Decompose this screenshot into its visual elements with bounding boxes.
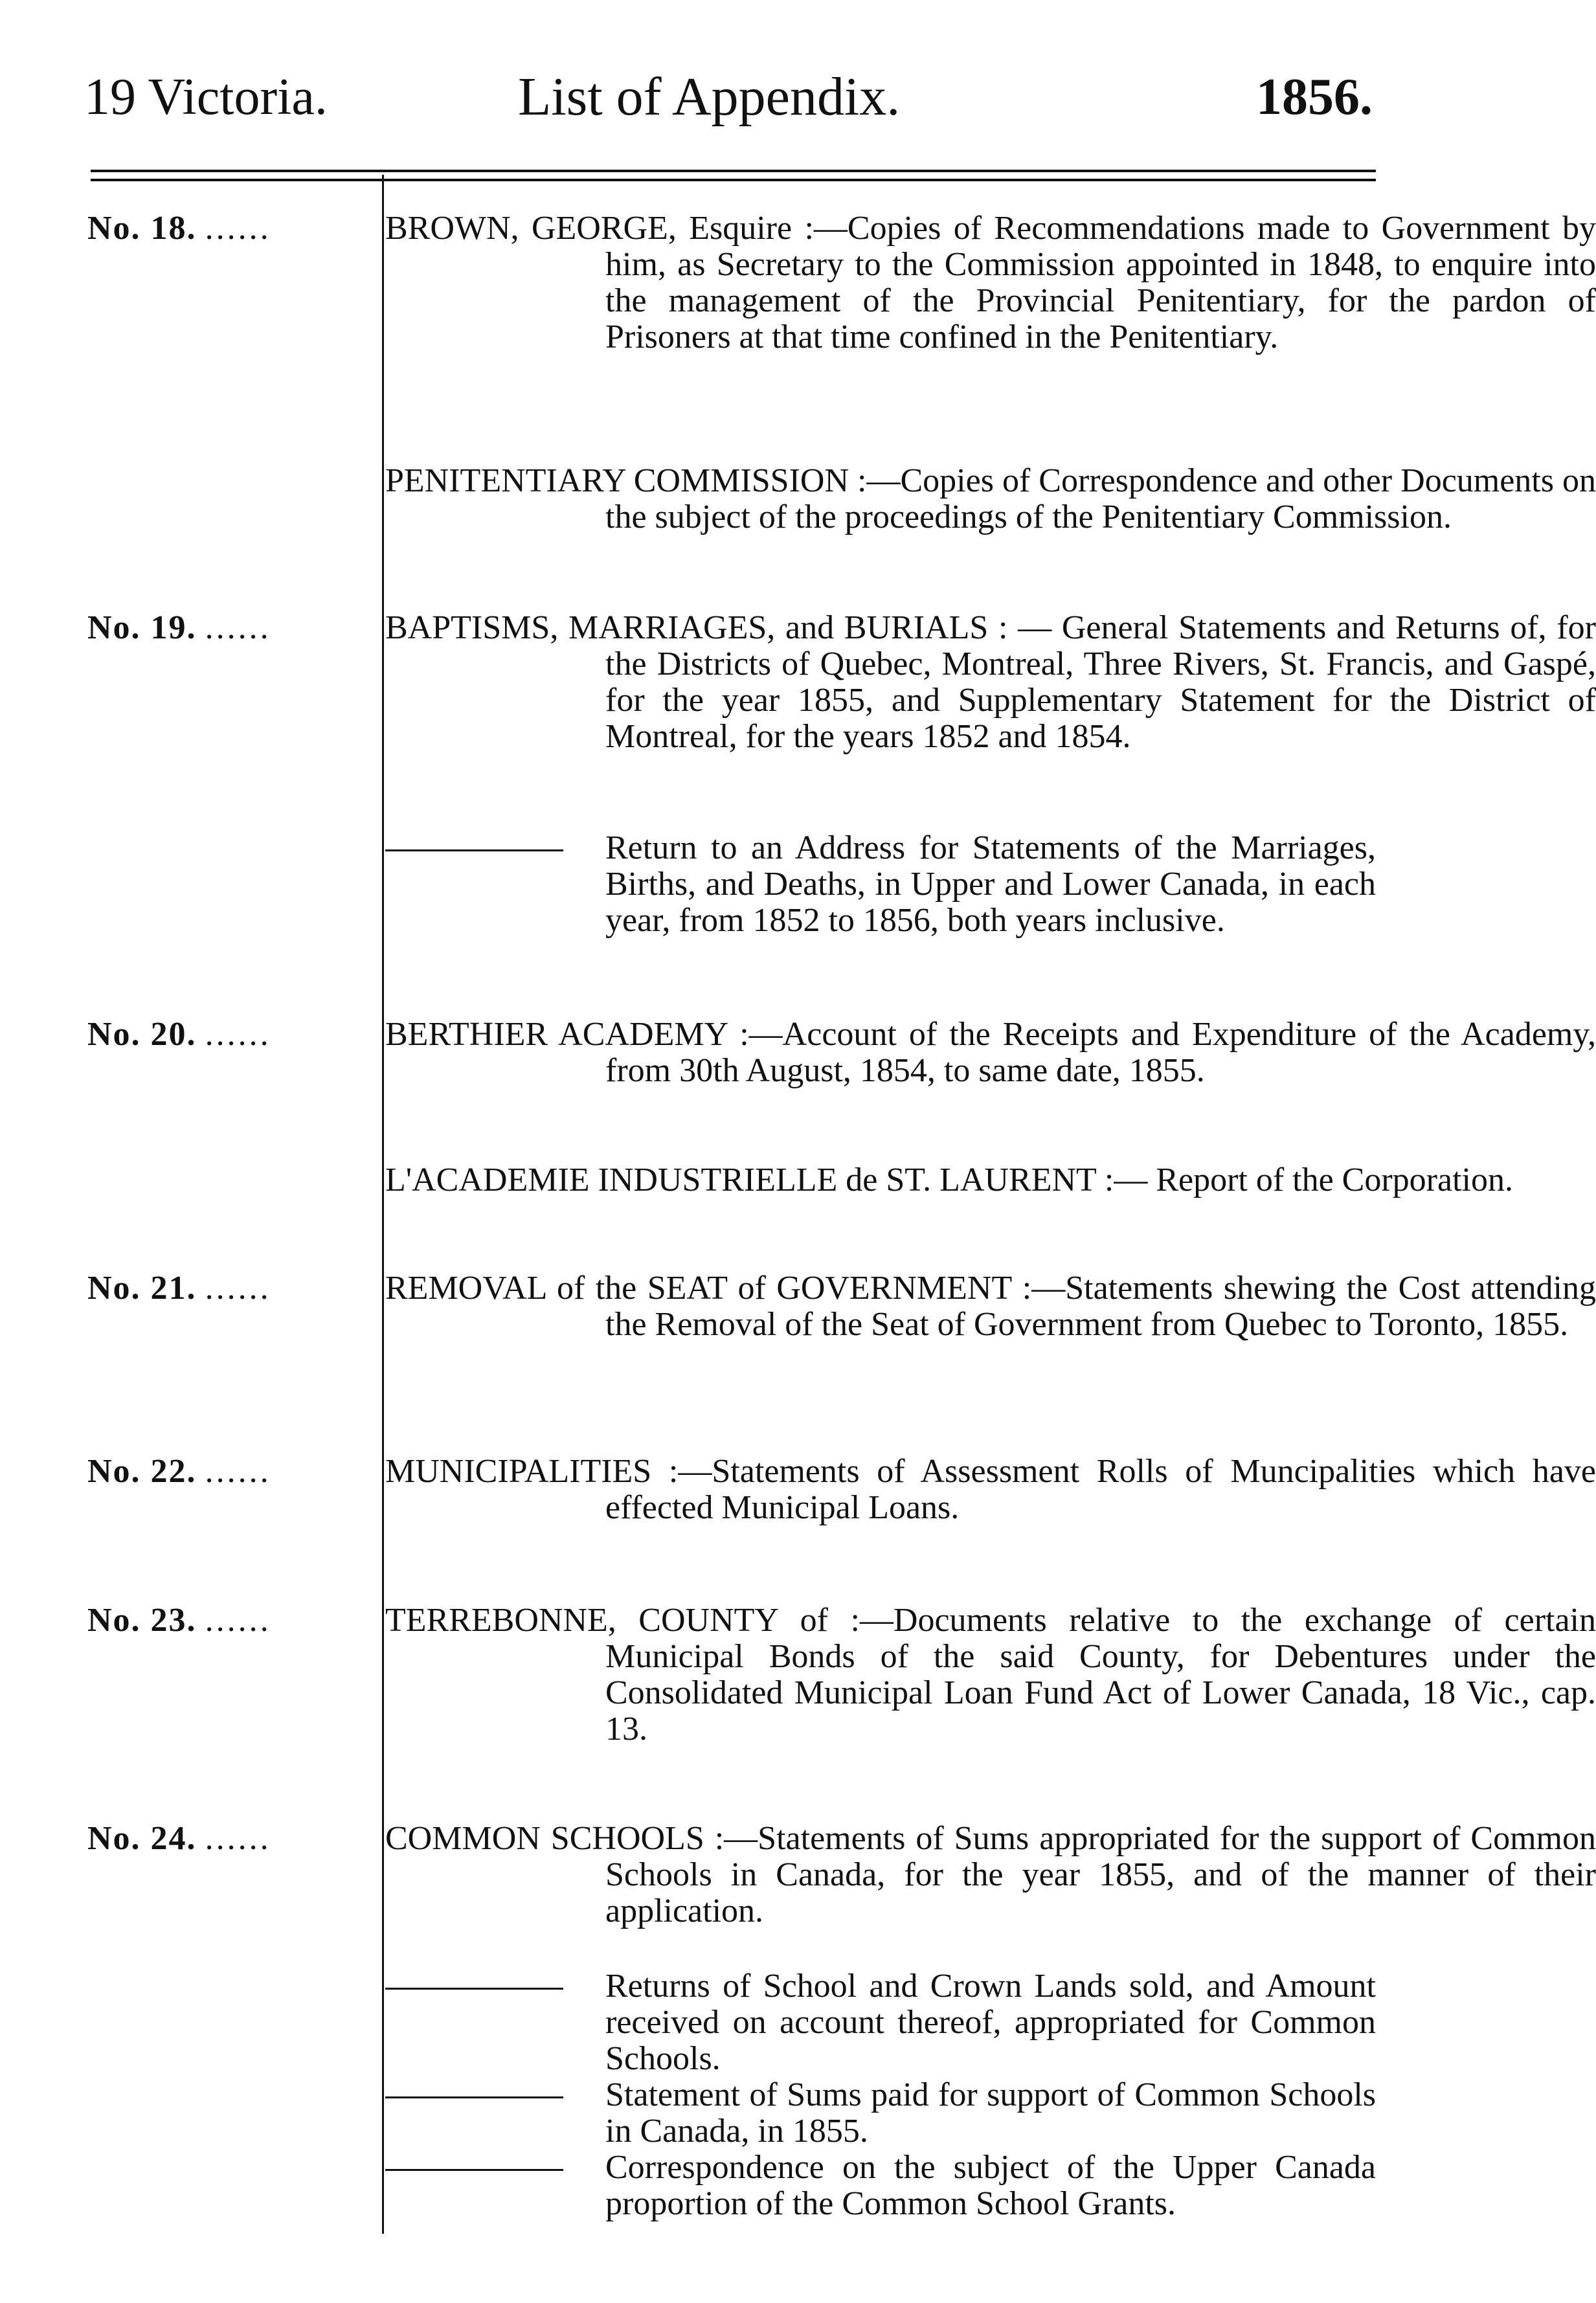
entry-item-terrebonne-county: TERREBONNE, COUNTY of :—Documents relative to the exchange of certain Municipal Bonds of the said County, for Debentures under the Consolidated Municipal Loan Fund Act of Lower Canada, 18 Vic., cap. 13. [385,1602,1596,1747]
entry-number: No. 24. ...... [87,1820,271,1857]
header-rule-bottom [91,179,1376,181]
dash-rule [385,2169,563,2171]
entry-number: No. 20. ...... [87,1016,271,1053]
header-regnal-year: 19 Victoria. [84,69,328,126]
entry-number: No. 23. ...... [87,1602,271,1639]
entry-number: No. 19. ...... [87,609,271,646]
page-header [84,62,1373,133]
entry-item-berthier-academy: BERTHIER ACADEMY :—Account of the Receipts and Expenditure of the Academy, from 30th August, 1854, to same date, 1855. [385,1016,1596,1089]
entry-item-penitentiary-commission: PENITENTIARY COMMISSION :—Copies of Correspondence and other Documents on the subject of the proceedings of the Penitentiary Commission. [385,462,1596,535]
dash-rule [385,2096,563,2098]
column-divider [382,175,384,2234]
dash-rule [385,1988,563,1990]
entry-subitem-sums-paid: Statement of Sums paid for support of Common Schools in Canada, in 1855. [385,2077,1376,2150]
entry-item-removal-seat-government: REMOVAL of the SEAT of GOVERNMENT :—Statements shewing the Cost attending the Removal of the Seat of Government from Quebec to Toronto, 1855. [385,1270,1596,1343]
entry-item-baptisms-marriages-burials: BAPTISMS, MARRIAGES, and BURIALS : — General Statements and Returns of, for the Districts of Quebec, Montreal, Three Rivers, St. Francis, and Gaspé, for the year 1855, and Supplementary Statement for the District of Montreal, for the years 1852 and 1854. [385,609,1596,755]
header-title: List of Appendix. [518,67,901,127]
header-rule-top [91,170,1376,172]
entry-number: No. 21. ...... [87,1270,271,1307]
entry-item-common-schools: COMMON SCHOOLS :—Statements of Sums appropriated for the support of Common Schools in Canada, for the year 1855, and of the manner of their application. [385,1820,1596,1929]
entry-number: No. 18. ...... [87,210,271,247]
entry-item-brown-george: BROWN, GEORGE, Esquire :—Copies of Recommendations made to Government by him, as Secretary to the Commission appointed in 1848, to enquire into the management of the Provincial Penitentiary, for the pardon of Prisoners at that time confined in the Penitentiary. [385,210,1596,355]
entry-subitem-marriages-births-deaths: Return to an Address for Statements of the Marriages, Births, and Deaths, in Upper and Lower Canada, in each year, from 1852 to 1856, both years inclusive. [385,830,1376,939]
entry-subitem-correspondence: Correspondence on the subject of the Upper Canada proportion of the Common School Grants. [385,2150,1376,2222]
entry-item-academie-industrielle: L'ACADEMIE INDUSTRIELLE de ST. LAURENT :— Report of the Corporation. [385,1162,1513,1198]
entry-number: No. 22. ...... [87,1453,271,1490]
entry-subitem-school-crown-lands: Returns of School and Crown Lands sold, and Amount received on account thereof, appropriated for Common Schools. [385,1968,1376,2077]
dash-rule [385,849,563,851]
header-year: 1856. [1256,69,1373,126]
entry-item-municipalities: MUNICIPALITIES :—Statements of Assessment Rolls of Muncipalities which have effected Municipal Loans. [385,1453,1596,1526]
